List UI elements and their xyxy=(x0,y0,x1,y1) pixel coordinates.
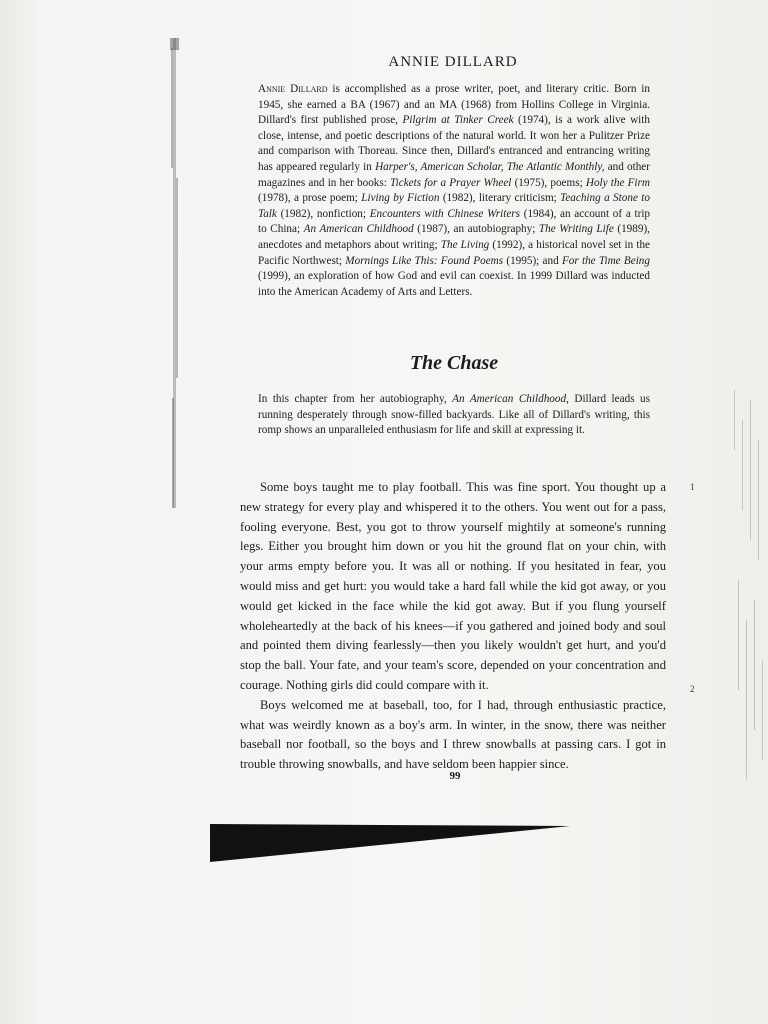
chapter-title: The Chase xyxy=(409,352,499,374)
page-number: 99 xyxy=(449,770,461,782)
binding-edge-shadow xyxy=(168,38,182,508)
scan-shadow-wedge xyxy=(210,818,570,864)
author-heading: ANNIE DILLARD xyxy=(388,54,518,70)
body-text xyxy=(240,478,666,775)
chapter-intro: In this chapter from her autobiography, An American Childhood, Dillard leads us running desperately through snow-filled backyards. Like all of Dillard's writing, this romp shows an unparalleled enthusiasm for life and skill at expressing it. xyxy=(258,393,650,437)
scan-speckle-margin xyxy=(728,380,768,810)
bio-author-name: Annie Dillard xyxy=(258,83,328,95)
body-paragraph: Some boys taught me to play football. This was fine sport. You thought up a new strategy for every play and whispered it to the others. You went out for a pass, fooling everyone. Best, you got to throw yourself mightily at someone's running legs. Either you brought him down or you hit the ground flat on your chin, with your arms empty before you. It was all or nothing. If you hesitated in fear, you would miss and get hurt: you would take a hard fall while the kid got away, or you would get kicked in the face while the kid got away. But if you flung yourself wholeheartedly at the back of his knees—if you gathered and joined body and soul and pointed them diving fearlessly—then you likely wouldn't get hurt, and you'd stop the ball. Your fate, and your team's score, depended on your concentration and courage. Nothing girls did could compare with it. xyxy=(240,480,666,692)
body-paragraph: Boys welcomed me at baseball, too, for I had, through enthusiastic practice, what was weirdly known as a boy's arm. In winter, in the snow, there was neither baseball nor football, so the boys and I threw snowballs at passing cars. I got in trouble throwing snowballs, and have seldom been happier since. xyxy=(240,697,666,772)
paragraph-number: 1 xyxy=(690,482,695,492)
paragraph-number: 2 xyxy=(690,684,695,694)
author-bio: Annie Dillard is accomplished as a prose writer, poet, and literary critic. Born in 1945, she earned a BA (1967) and an MA (1968) from Hollins College in Virginia. Dillard's first published prose, Pilgrim at Tinker Creek (1974), is a work alive with close, intense, and poetic descriptions of the natural world. It won her a Pulitzer Prize and comparison with Thoreau. Since then, Dillard's entranced and entrancing writing has appeared regularly in Harper's, American Scholar, The Atlantic Monthly, and other magazines and in her books: Tickets for a Prayer Wheel (1975), poems; Holy the Firm (1978), a prose poem; Living by Fiction (1982), literary criticism; Teaching a Stone to Talk (1982), nonfiction; Encounters with Chinese Writers (1984), an account of a trip to China; An American Childhood (1987), an autobiography; The Writing Life (1989), anecdotes and metaphors about writing; The Living (1992), a historical novel set in the Pacific Northwest; Mornings Like This: Found Poems (1995); and For the Time Being (1999), an exploration of how God and evil can coexist. In 1999 Dillard was inducted into the American Academy of Arts and Letters. xyxy=(258,83,651,298)
